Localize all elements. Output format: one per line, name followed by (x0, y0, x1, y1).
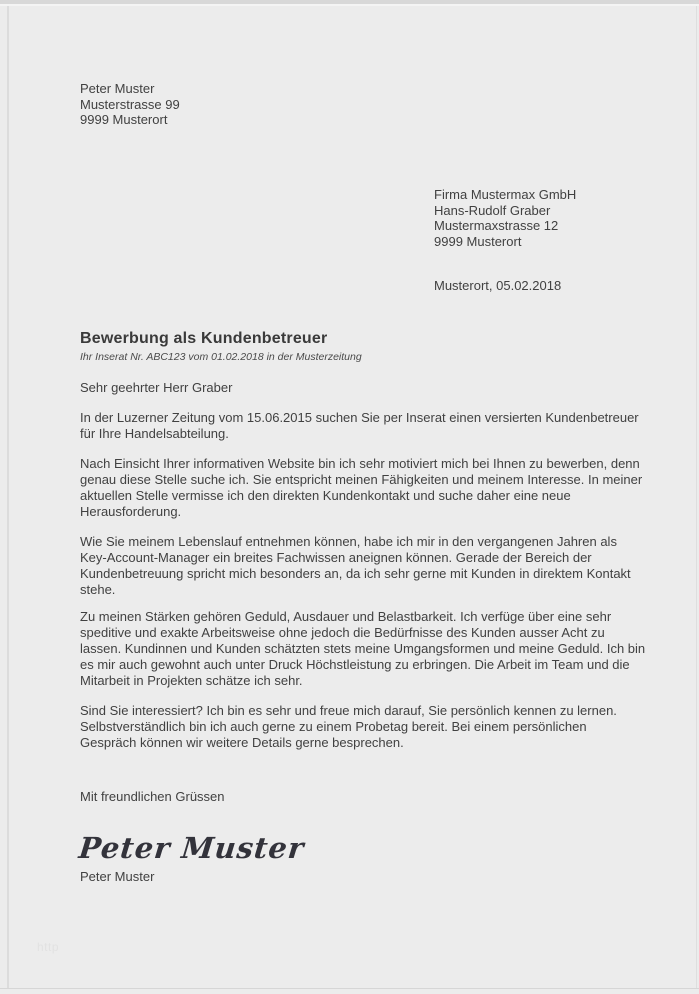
page-right-edge (696, 6, 697, 988)
subject-reference: Ihr Inserat Nr. ABC123 vom 01.02.2018 in der Musterzeitung (80, 351, 362, 363)
recipient-contact: Hans-Rudolf Graber (434, 202, 551, 218)
sender-name: Peter Muster (80, 81, 155, 96)
handwritten-signature: Peter Muster (77, 831, 307, 865)
page-left-edge (7, 6, 9, 988)
body-paragraph: Nach Einsicht Ihrer informativen Website bin ich sehr motiviert mich bei Ihnen zu bewerben, denn genau diese Stelle suche ich. Sie entspricht meinen Fähigkeiten und meinem Interesse. In meiner aktuellen Stelle vermisse ich den direkten Kundenkontakt und suche daher eine neue Herausforderung. (80, 456, 643, 519)
page-bottom-edge (0, 988, 699, 989)
page-top-edge (0, 0, 699, 6)
subject-block (80, 329, 645, 364)
body-paragraph: Sind Sie interessiert? Ich bin es sehr und freue mich darauf, Sie persönlich kennen zu lernen. Selbstverständlich bin ich auch gerne zu einem Probetag bereit. Bei einem persönlichen Gespräch können wir weitere Details gerne besprechen. (80, 703, 617, 750)
body-paragraph: In der Luzerner Zeitung vom 15.06.2015 suchen Sie per Inserat einen versierten Kundenbetreuer für Ihre Handelsabteilung. (80, 410, 639, 441)
watermark-text: http (37, 940, 60, 954)
sender-address-block (80, 81, 180, 128)
body-paragraph: Wie Sie meinem Lebenslauf entnehmen können, habe ich mir in den vergangenen Jahren als Key-Account-Manager ein breites Fachwissen aneignen können. Gerade der Bereich der Kundenbetreuung spricht mich besonders an, da ich sehr gerne mit Kunden in direktem Kontakt stehe. (80, 534, 631, 597)
subject-title: Bewerbung als Kundenbetreuer (80, 330, 328, 347)
body-paragraph: Zu meinen Stärken gehören Geduld, Ausdauer und Belastbarkeit. Ich verfüge über eine sehr speditive und exakte Arbeitsweise ohne jedoch die Bedürfnisse des Kunden ausser Acht zu lassen. Kundinnen und Kunden schätzten stets meine Umgangsformen und meine Geduld. Ich bin es mir auch gewohnt auch unter Druck Höchstleistung zu erbringen. Die Arbeit im Team und die Mitarbeit in Projekten schätze ich sehr. (80, 609, 646, 688)
closing-greeting: Mit freundlichen Grüssen (80, 789, 225, 804)
salutation: Sehr geehrter Herr Graber (80, 380, 233, 395)
recipient-city: 9999 Musterort (434, 233, 522, 249)
date-line: Musterort, 05.02.2018 (434, 278, 562, 293)
recipient-company: Firma Mustermax GmbH (434, 187, 577, 202)
recipient-street: Mustermaxstrasse 12 (434, 218, 559, 233)
sender-city: 9999 Musterort (80, 112, 168, 127)
recipient-address-block (434, 187, 576, 249)
sender-street: Musterstrasse 99 (80, 96, 180, 112)
signature-printed-name: Peter Muster (80, 869, 155, 884)
